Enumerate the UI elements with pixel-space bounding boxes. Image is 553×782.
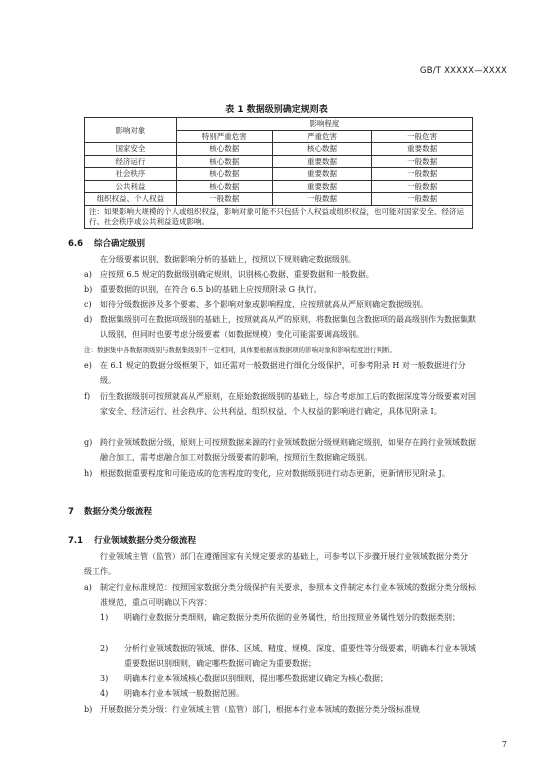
table-row: [85, 193, 473, 206]
section-7-1-heading: [68, 534, 196, 546]
table-header-row: [85, 118, 473, 131]
table-cell: 重要数据: [372, 143, 473, 156]
section-7-heading: [68, 505, 152, 517]
standard-number: GB/T XXXXX—XXXX: [419, 66, 507, 76]
table-row: [85, 168, 473, 181]
list-item: e) 在 6.1 规定的数据分级框架下，如还需对一般数据进行细化分级保护，可参考附录 H 对一般数据进行分级。: [84, 361, 466, 385]
table-cell: 核心数据: [176, 180, 272, 193]
table-cell: 一般数据: [372, 168, 473, 181]
table-cell: 组织权益、个人权益: [85, 193, 177, 206]
table-note: 注：如果影响大规模的个人或组织权益，影响对象可能不只包括个人权益或组织权益，也可能对国家安全、经济运行、社会秩序或公共利益造成影响。: [85, 205, 473, 228]
table-cell: 核心数据: [272, 143, 372, 156]
table-cell: 核心数据: [176, 168, 272, 181]
section-title: 行业领域数据分类分级流程: [94, 536, 197, 546]
table-row: [85, 143, 473, 156]
section-number: 7.1: [68, 536, 84, 546]
table-cell: 核心数据: [176, 155, 272, 168]
section-title: 综合确定级别: [94, 239, 146, 249]
sub-list-item: 3) 明确本行业本领域核心数据识别细则，提出哪些数据建议确定为核心数据；: [100, 674, 388, 683]
table-cell: 重要数据: [272, 180, 372, 193]
header-cell-level: 一般危害: [372, 130, 473, 143]
section-6-6-intro: 在分级要素识别、数据影响分析的基础上，按照以下规则确定数据级别。: [100, 255, 356, 264]
table-note-row: [85, 205, 473, 228]
table-cell: 一般数据: [176, 193, 272, 206]
page-number: 7: [501, 740, 507, 749]
table-cell: 核心数据: [176, 143, 272, 156]
header-cell-group: 影响程度: [176, 118, 472, 131]
list-item: c) 如待分级数据涉及多个要素、多个影响对象或影响程度，应按照就高从严原则确定数据级别。: [84, 300, 428, 309]
table-cell: 社会秩序: [85, 168, 177, 181]
header-cell-level: 严重危害: [272, 130, 372, 143]
table-cell: 一般数据: [372, 193, 473, 206]
table-cell: 一般数据: [372, 155, 473, 168]
list-item: b) 开展数据分类分级：行业领域主管（监管）部门，根据本行业本领域的数据分类分级标准规: [84, 705, 420, 714]
table-title: 表 1 数据级别确定规则表: [225, 105, 328, 115]
section-title: 数据分类分级流程: [84, 507, 153, 517]
list-item: d) 数据集级别可在数据项级别的基础上，按照就高从严的原则，将数据集包含数据项的最高级别作为数据集默认级别，但同时也要考虑分级要素（如数据规模）变化可能需要调高级别。: [84, 315, 476, 339]
section-7-1-intro: 行业领域主管（监管）部门在遵循国家有关规定要求的基础上，可参考以下步骤开展行业领域数据分类分级工作。: [84, 552, 468, 576]
table-row: [85, 180, 473, 193]
list-item: g) 跨行业领域数据分级，原则上可按照数据来源的行业领域数据分级规则确定级别，如果存在跨行业领域数据融合加工，需考虑融合加工对数据分级要素的影响，按照衍生数据确定级别。: [84, 438, 476, 462]
table-cell: 一般数据: [272, 193, 372, 206]
table-row: [85, 155, 473, 168]
list-item: b) 重要数据的识别，在符合 6.5 b)的基础上应按照附录 G 执行。: [84, 285, 322, 294]
table-cell: 公共利益: [85, 180, 177, 193]
header-cell-level: 特别严重危害: [176, 130, 272, 143]
sub-list-item: 1) 明确行业数据分类细则，确定数据分类所依据的业务属性，给出按照业务属性划分的数据类别；: [100, 613, 460, 622]
list-item: h) 根据数据重要程度和可能造成的危害程度的变化，应对数据级别进行动态更新，更新情形见附录 J。: [84, 469, 450, 478]
table-cell: 重要数据: [272, 155, 372, 168]
sub-list-item: 4) 明确本行业本领域一般数据范围。: [100, 689, 244, 698]
sub-list-item: 2) 分析行业领域数据的领域、群体、区域、精度、规模、深度、重要性等分级要素，明确本行业本领域重要数据识别细则，确定哪些数据可确定为重要数据；: [100, 644, 476, 668]
level-rules-table: [84, 117, 473, 229]
section-6-6-heading: [68, 237, 145, 249]
section-note: 注：数据集中各数据项级别与数据集级别不一定相同，具体要根据该数据项的影响对象和影响程度进行判断。: [84, 346, 396, 354]
section-number: 7: [68, 507, 74, 517]
table-cell: 重要数据: [272, 168, 372, 181]
list-item: a) 应按照 6.5 规定的数据级别确定规则，识别核心数据、重要数据和一般数据。: [84, 270, 374, 279]
header-cell-object: 影响对象: [85, 118, 177, 143]
list-item: f) 衍生数据级别可按照就高从严原则，在原始数据级别的基础上，综合考虑加工后的数据深度等分级要素对国家安全、经济运行、社会秩序、公共利益、组织权益、个人权益的影响进行确定，具体见附录 I。: [84, 392, 476, 416]
table-cell: 一般数据: [372, 180, 473, 193]
table-cell: 经济运行: [85, 155, 177, 168]
list-item: a) 制定行业标准规范：按照国家数据分类分级保护有关要求，参照本文件制定本行业本领域的数据分类分级标准规范，重点可明确以下内容：: [84, 583, 476, 607]
section-number: 6.6: [68, 239, 84, 249]
table-cell: 国家安全: [85, 143, 177, 156]
